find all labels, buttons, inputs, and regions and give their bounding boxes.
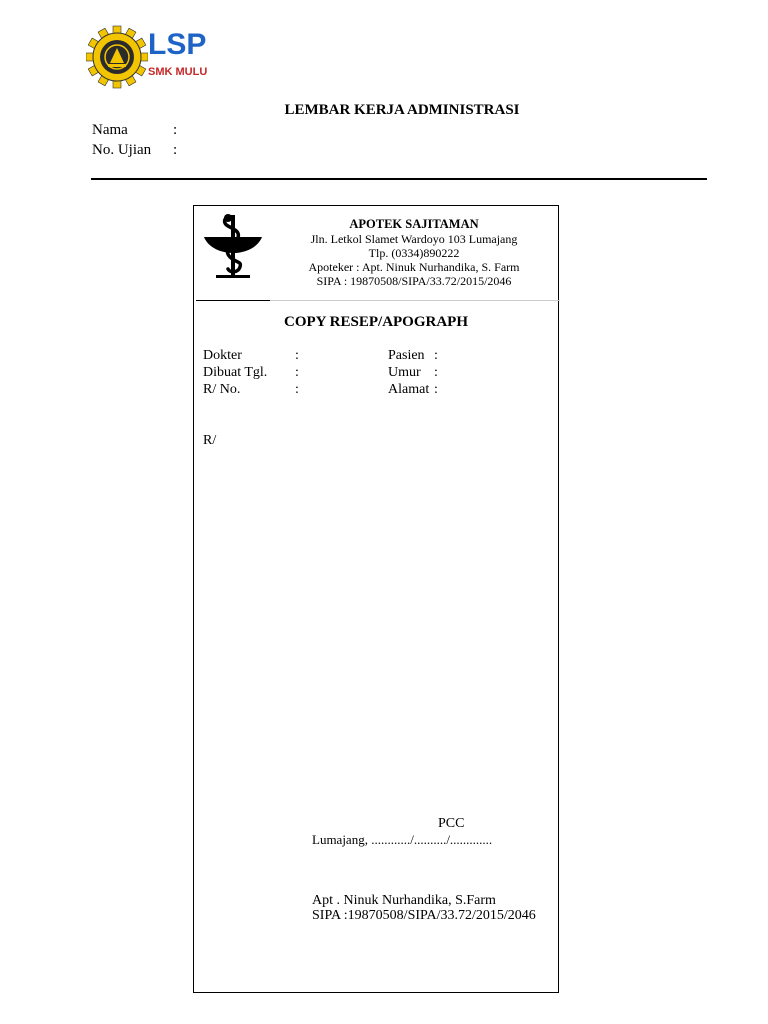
no-ujian-colon: : bbox=[173, 142, 178, 158]
card-divider-dark bbox=[196, 300, 270, 301]
nama-label: Nama bbox=[92, 122, 128, 138]
pcc-label: PCC bbox=[438, 816, 465, 831]
card-divider-light bbox=[270, 300, 560, 301]
signer-name: Apt . Ninuk Nurhandika, S.Farm bbox=[312, 893, 496, 908]
dokter-colon: : bbox=[295, 348, 299, 363]
logo-text: LSP bbox=[148, 28, 207, 61]
umur-label: Umur bbox=[388, 365, 421, 380]
copy-resep-card bbox=[193, 205, 559, 993]
no-ujian-label: No. Ujian bbox=[92, 142, 152, 158]
pasien-colon: : bbox=[434, 348, 438, 363]
logo-subtext: SMK MULU bbox=[148, 66, 208, 78]
pharmacy-address: Jln. Letkol Slamet Wardoyo 103 Lumajang bbox=[310, 232, 518, 246]
pharmacy-sipa: SIPA : 19870508/SIPA/33.72/2015/2046 bbox=[316, 274, 512, 288]
dibuat-tgl-label: Dibuat Tgl. bbox=[203, 365, 268, 380]
dibuat-tgl-colon: : bbox=[295, 365, 299, 380]
alamat-colon: : bbox=[434, 382, 438, 397]
header-divider bbox=[91, 178, 707, 180]
nama-colon: : bbox=[173, 122, 178, 138]
dokter-label: Dokter bbox=[203, 348, 242, 363]
copy-resep-title: COPY RESEP/APOGRAPH bbox=[283, 314, 469, 330]
pharmacy-name: APOTEK SAJITAMAN bbox=[349, 217, 479, 231]
r-no-colon: : bbox=[295, 382, 299, 397]
alamat-label: Alamat bbox=[388, 382, 430, 397]
lsp-logo bbox=[86, 24, 216, 90]
pharmacy-pharmacist: Apoteker : Apt. Ninuk Nurhandika, S. Farm bbox=[308, 260, 520, 274]
bowl-of-hygieia-icon bbox=[202, 211, 264, 283]
umur-colon: : bbox=[434, 365, 438, 380]
r-no-label: R/ No. bbox=[203, 382, 241, 397]
rx-symbol: R/ bbox=[203, 433, 217, 448]
place-date: Lumajang, ............/........../............. bbox=[312, 832, 493, 847]
pharmacy-phone: Tlp. (0334)890222 bbox=[368, 246, 460, 260]
pasien-label: Pasien bbox=[388, 348, 425, 363]
gear-emblem-icon bbox=[86, 24, 148, 90]
page-title: LEMBAR KERJA ADMINISTRASI bbox=[284, 102, 520, 118]
signer-sipa: SIPA :19870508/SIPA/33.72/2015/2046 bbox=[312, 908, 536, 923]
